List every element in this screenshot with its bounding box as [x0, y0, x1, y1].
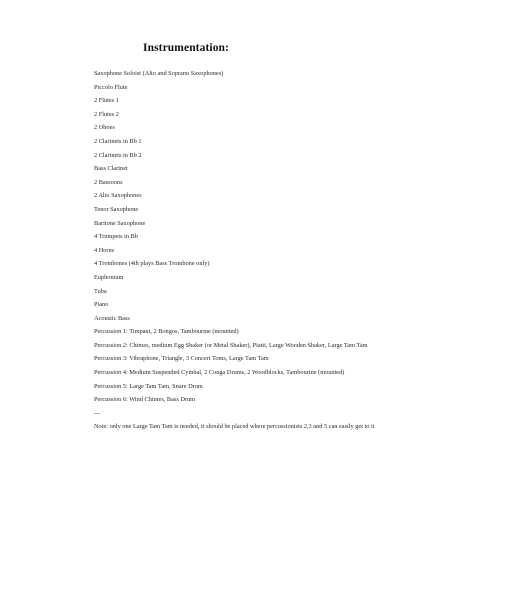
list-item: Percussion 6: Wind Chimes, Bass Drum [94, 396, 196, 404]
list-item: Bass Clarinet [94, 165, 128, 173]
list-item: Piccolo Flute [94, 83, 128, 91]
list-item: Piano [94, 301, 109, 309]
list-item: 2 Flutes 1 [94, 97, 119, 105]
list-item: Percussion 3: Vibraphone, Triangle, 3 Concert Toms, Large Tam Tam [94, 355, 269, 363]
list-item: 4 Horns [94, 246, 115, 254]
list-item: 4 Trumpets in Bb [94, 233, 138, 241]
list-item: Baritone Saxophone [94, 219, 146, 227]
list-item: Acoustic Bass [94, 314, 130, 322]
list-item: 2 Bassoons [94, 178, 123, 186]
list-item: 2 Alto Saxophones [94, 192, 142, 200]
list-item: Euphonium [94, 273, 124, 281]
separator-line: --- [94, 409, 101, 417]
list-item: 2 Clarinets in Bb 2 [94, 151, 142, 159]
list-item: Tuba [94, 287, 107, 295]
list-item: Percussion 4: Medium Suspended Cymbal, 2 Conga Drums, 2 Woodblocks, Tambourine (mounted) [94, 369, 345, 377]
list-item: 2 Flutes 2 [94, 110, 119, 118]
list-item: 2 Clarinets in Bb 1 [94, 137, 142, 145]
note-line: Note: only one Large Tam Tam is needed, it should be placed where percussionists 2,3 and 5 can easily get to it [94, 423, 375, 431]
list-item: 2 Oboes [94, 124, 115, 132]
instrumentation-list [94, 67, 514, 434]
list-item: Percussion 2: Chimes, medium Egg Shaker (or Metal Shaker), Piatti, Large Wooden Shaker, Large Tam Tam [94, 341, 368, 349]
page-title: Instrumentation: [143, 42, 229, 54]
list-item: 4 Trombones (4th plays Bass Trombone only) [94, 260, 210, 268]
list-item: Saxophone Soloist (Alto and Soprano Saxophones) [94, 70, 224, 77]
list-item: Percussion 1: Timpani, 2 Bongos, Tambourine (mounted) [94, 328, 239, 336]
list-item: Percussion 5: Large Tam Tam, Snare Drum [94, 382, 203, 390]
list-item: Tenor Saxophone [94, 205, 139, 213]
